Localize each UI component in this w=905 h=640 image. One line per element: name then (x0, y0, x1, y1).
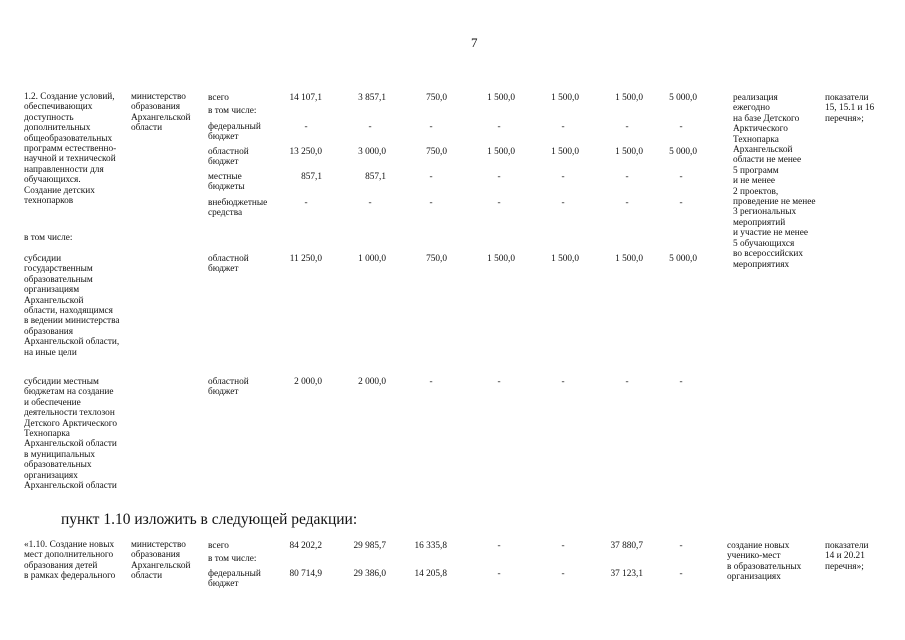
row-1-2-total-col-2: 3 857,1 (358, 93, 386, 103)
row-1-2-total-col-7: 5 000,0 (669, 93, 697, 103)
row-1-2-total-col-4: 1 500,0 (487, 93, 515, 103)
row-1-10-federal-col-2: 29 386,0 (353, 569, 386, 579)
sub-1-col-6: 1 500,0 (615, 254, 643, 264)
row-1-10-source-total: всего (208, 541, 229, 551)
row-1-2-local-col-4: - (497, 172, 501, 182)
row-1-10-total-col-4: - (497, 541, 501, 551)
row-1-2-source-including: в том числе: (208, 106, 257, 116)
row-1-2-regional-col-2: 3 000,0 (358, 147, 386, 157)
row-1-2-regional-col-1: 13 250,0 (289, 147, 322, 157)
row-1-2-source-federal: федеральный бюджет (208, 122, 261, 143)
row-1-2-source-local: местные бюджеты (208, 172, 245, 193)
row-1-2-local-col-5: - (561, 172, 565, 182)
row-1-10-result: создание новых ученико-мест в образовательных организациях (727, 541, 802, 583)
row-1-10-federal-col-4: - (497, 569, 501, 579)
sub-1-col-3: 750,0 (426, 254, 447, 264)
row-1-2-extra-col-7: - (679, 198, 683, 208)
sub-2-col-2: 2 000,0 (358, 377, 386, 387)
row-1-2-regional-col-6: 1 500,0 (615, 147, 643, 157)
row-1-10-federal-col-3: 14 205,8 (414, 569, 447, 579)
row-1-10-total-col-3: 16 335,8 (414, 541, 447, 551)
page-number: 7 (471, 35, 478, 50)
row-1-2-local-col-2: 857,1 (365, 172, 386, 182)
row-1-2-extra-col-4: - (497, 198, 501, 208)
sub-2-col-3: - (429, 377, 433, 387)
row-1-2-source-total: всего (208, 93, 229, 103)
row-1-2-federal-col-7: - (679, 122, 683, 132)
row-1-2-local-col-6: - (625, 172, 629, 182)
sub-2-col-7: - (679, 377, 683, 387)
row-1-2-local-col-3: - (429, 172, 433, 182)
row-1-2-regional-col-3: 750,0 (426, 147, 447, 157)
sub-1-col-5: 1 500,0 (551, 254, 579, 264)
row-1-10-federal-col-1: 80 714,9 (289, 569, 322, 579)
row-1-2-extra-col-3: - (429, 198, 433, 208)
sub-1-col-1: 11 250,0 (289, 254, 322, 264)
row-1-2-federal-col-2: - (368, 122, 372, 132)
row-1-10-federal-col-6: 37 123,1 (610, 569, 643, 579)
row-1-2-indicators: показатели 15, 15.1 и 16 перечня»; (825, 93, 875, 124)
row-1-2-extra-col-5: - (561, 198, 565, 208)
sub-2-col-5: - (561, 377, 565, 387)
row-1-10-source-federal: федеральный бюджет (208, 569, 261, 590)
row-1-2-extra-col-2: - (368, 198, 372, 208)
row-1-10-executor: министерство образования Архангельской области (131, 540, 191, 582)
row-1-10-source-including: в том числе: (208, 554, 257, 564)
row-1-10-indicators: показатели 14 и 20.21 перечня»; (825, 541, 869, 572)
row-1-2-regional-col-4: 1 500,0 (487, 147, 515, 157)
row-1-2-federal-col-6: - (625, 122, 629, 132)
row-1-10-name: «1.10. Создание новых мест дополнительного образования детей в рамках федерального (24, 540, 116, 582)
row-1-10-total-col-5: - (561, 541, 565, 551)
row-1-2-extra-col-1: - (304, 198, 308, 208)
sub-2-col-1: 2 000,0 (294, 377, 322, 387)
row-1-2-federal-col-5: - (561, 122, 565, 132)
sub-1-name: субсидии государственным образовательным организациям Архангельской области, находящимся в ведении министерства образования Архангельской области, на иные цели (24, 254, 120, 358)
row-1-2-local-col-1: 857,1 (301, 172, 322, 182)
row-1-2-federal-col-3: - (429, 122, 433, 132)
row-1-2-executor: министерство образования Архангельской области (131, 92, 191, 134)
sub-1-source: областной бюджет (208, 254, 249, 275)
row-1-2-regional-col-7: 5 000,0 (669, 147, 697, 157)
row-1-2-federal-col-1: - (304, 122, 308, 132)
sub-2-name: субсидии местным бюджетам на создание и обеспечение деятельности техлозон Детского Арктического Технопарка Архангельской области в муниципальных образовательных организациях Архангельской области (24, 377, 118, 492)
sub-2-col-4: - (497, 377, 501, 387)
row-1-10-total-col-7: - (679, 541, 683, 551)
sub-2-col-6: - (625, 377, 629, 387)
row-1-2-result: реализация ежегодно на базе Детского Арктического Технопарка Архангельской области не менее 5 программ и не менее 2 проектов, проведение не менее 3 региональных мероприятий и участие не менее 5 обучающихся во всероссийских мероприятиях (733, 93, 816, 270)
row-1-2-local-col-7: - (679, 172, 683, 182)
row-1-2-total-col-3: 750,0 (426, 93, 447, 103)
row-1-10-total-col-2: 29 985,7 (353, 541, 386, 551)
row-1-2-total-col-6: 1 500,0 (615, 93, 643, 103)
row-1-2-extra-col-6: - (625, 198, 629, 208)
row-1-10-total-col-6: 37 880,7 (610, 541, 643, 551)
row-1-2-total-col-5: 1 500,0 (551, 93, 579, 103)
sub-1-col-2: 1 000,0 (358, 254, 386, 264)
row-1-10-federal-col-5: - (561, 569, 565, 579)
including-label: в том числе: (24, 233, 73, 243)
row-1-2-source-extra: внебюджетные средства (208, 198, 268, 219)
row-1-2-federal-col-4: - (497, 122, 501, 132)
row-1-2-regional-col-5: 1 500,0 (551, 147, 579, 157)
sub-2-source: областной бюджет (208, 377, 249, 398)
row-1-10-total-col-1: 84 202,2 (289, 541, 322, 551)
section-heading: пункт 1.10 изложить в следующей редакции: (61, 511, 358, 528)
row-1-2-name: 1.2. Создание условий, обеспечивающих доступность дополнительных общеобразовательных программ естественно- научной и технической направленности для обучающихся. Создание детских технопарков (24, 92, 117, 207)
sub-1-col-7: 5 000,0 (669, 254, 697, 264)
row-1-2-source-regional: областной бюджет (208, 147, 249, 168)
row-1-2-total-col-1: 14 107,1 (289, 93, 322, 103)
sub-1-col-4: 1 500,0 (487, 254, 515, 264)
row-1-10-federal-col-7: - (679, 569, 683, 579)
